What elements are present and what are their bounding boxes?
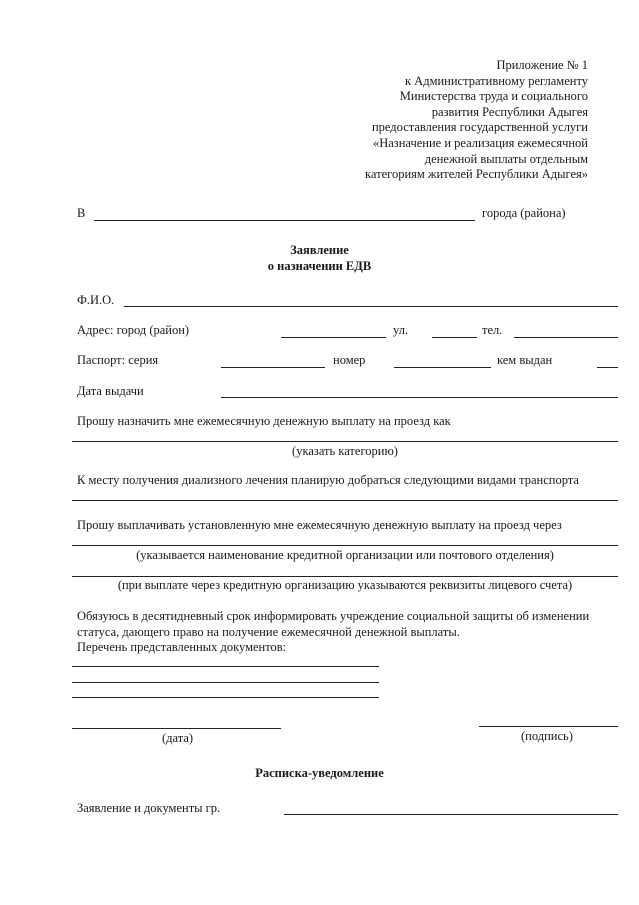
- address-city-field[interactable]: [281, 337, 386, 338]
- appendix-line: Приложение № 1: [496, 58, 588, 72]
- passport-number-field[interactable]: [394, 367, 491, 368]
- signature-caption: (подпись): [521, 729, 573, 743]
- fio-field[interactable]: [124, 306, 618, 307]
- request-category-text: Прошу назначить мне ежемесячную денежную выплату на проезд как: [77, 414, 451, 428]
- receipt-name-field[interactable]: [284, 814, 618, 815]
- appendix-line: к Административному регламенту: [404, 73, 588, 88]
- payment-hint: (указывается наименование кредитной организации или почтового отделения): [136, 548, 554, 562]
- addressee-field[interactable]: [94, 220, 475, 221]
- issue-date-field[interactable]: [221, 397, 618, 398]
- receipt-title: Расписка-уведомление: [255, 766, 384, 780]
- document-title: Заявление: [290, 243, 349, 257]
- appendix-header: [365, 58, 588, 183]
- obligation-line-1: Обязуюсь в десятидневный срок информировать учреждение социальной защиты об изменении: [77, 609, 590, 623]
- issue-date-label: Дата выдачи: [77, 384, 144, 398]
- category-hint: (указать категорию): [292, 444, 398, 458]
- appendix-line: Министерства труда и социального: [399, 89, 588, 104]
- receipt-docs-label: Заявление и документы гр.: [77, 801, 221, 815]
- category-field[interactable]: [72, 441, 618, 442]
- account-details-field[interactable]: [72, 576, 618, 577]
- passport-number-label: номер: [333, 353, 366, 367]
- payment-via-text: Прошу выплачивать установленную мне ежемесячную денежную выплату на проезд через: [77, 518, 562, 532]
- account-hint: (при выплате через кредитную организацию указываются реквизиты лицевого счета): [117, 578, 573, 592]
- obligation-line-2: статуса, дающего право на получение ежемесячной денежной выплаты.: [77, 625, 460, 639]
- payment-org-field[interactable]: [72, 545, 618, 546]
- transport-field[interactable]: [72, 500, 618, 501]
- street-field[interactable]: [432, 337, 477, 338]
- signature-field[interactable]: [479, 726, 618, 727]
- passport-series-field[interactable]: [221, 367, 325, 368]
- phone-field[interactable]: [514, 337, 618, 338]
- issued-by-label: кем выдан: [497, 353, 553, 367]
- phone-label: тел.: [482, 323, 503, 337]
- appendix-line: развития Республики Адыгея: [431, 104, 588, 119]
- address-label: Адрес: город (район): [77, 323, 190, 337]
- fio-label: Ф.И.О.: [77, 293, 115, 307]
- issued-by-field[interactable]: [597, 367, 618, 368]
- document-line[interactable]: [72, 666, 379, 667]
- document-line[interactable]: [72, 682, 379, 683]
- appendix-line: денежной выплаты отдельным: [424, 151, 588, 166]
- addressee-suffix: города (района): [482, 206, 566, 220]
- document-line[interactable]: [72, 697, 379, 698]
- documents-list-label: Перечень представленных документов:: [77, 640, 287, 654]
- document-subtitle: о назначении ЕДВ: [267, 259, 372, 273]
- date-caption: (дата): [162, 731, 194, 745]
- date-field[interactable]: [72, 728, 281, 729]
- transport-text: К месту получения диализного лечения планирую добраться следующими видами транспорта: [77, 473, 579, 487]
- appendix-line: предоставления государственной услуги: [371, 120, 588, 135]
- passport-series-label: Паспорт: серия: [77, 353, 159, 367]
- addressee-prefix: В: [77, 206, 86, 220]
- appendix-line: категориям жителей Республики Адыгея»: [365, 167, 588, 182]
- street-label: ул.: [393, 323, 409, 337]
- appendix-line: «Назначение и реализация ежемесячной: [372, 135, 588, 150]
